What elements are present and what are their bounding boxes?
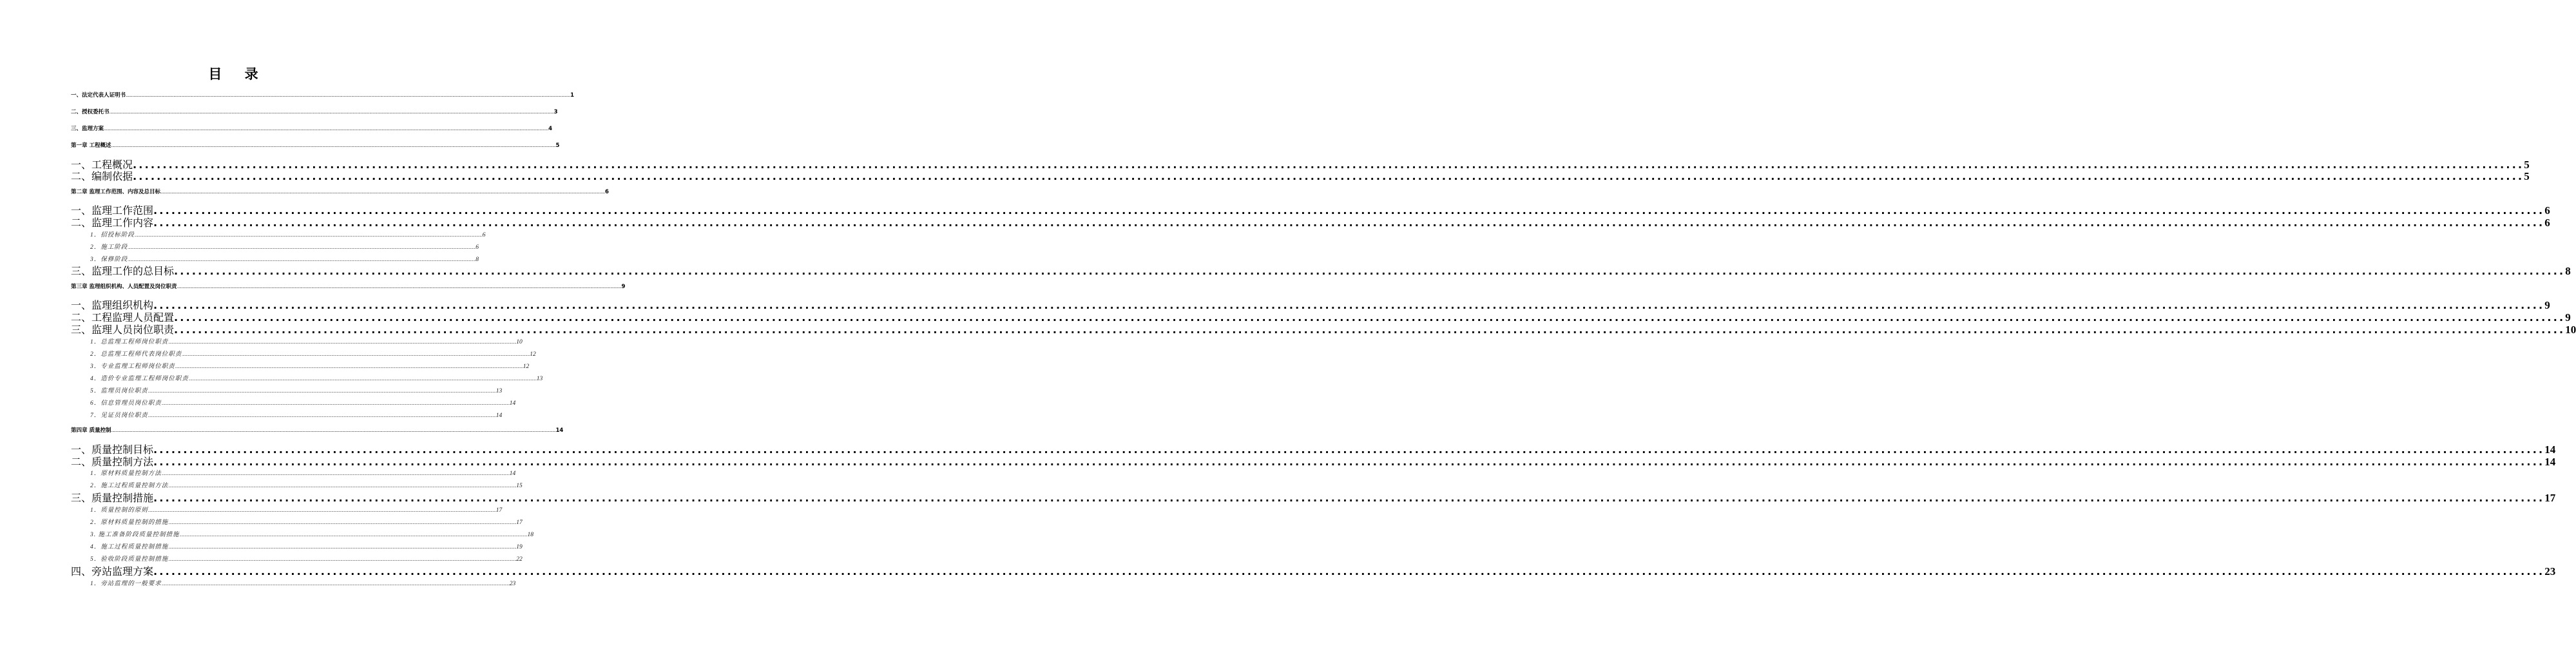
toc-entry-page: 9 (621, 284, 626, 290)
toc-entry-page: 18 (527, 532, 534, 538)
toc-entry-page: 9 (2544, 299, 2550, 311)
dot-leader: ................................................................................................................................................................................................................................................................................................................................................................................................................ (168, 483, 517, 489)
toc-entry-label: 1．旁站监理的一般要求 (90, 581, 162, 587)
toc-entry-page: 15 (516, 483, 523, 489)
dot-leader: ................................................................................................................................................................................................................................................................................................................................................................................................................ (148, 413, 496, 418)
dot-leader: ................................................................................................................................................................................................................................................................................................................................................................................................................ (168, 557, 517, 562)
toc-entry-page: 5 (555, 142, 560, 149)
toc-entry-label: 一、监理工作范围 (71, 204, 154, 217)
dot-leader: ................................................................................................................................................................................................................................................................................................................................................................................................................ (153, 492, 2545, 504)
toc-entry-label: 第三章 监理组织机构、人员配置及岗位职责 (71, 284, 177, 290)
toc-entry-sub[interactable] (90, 398, 516, 407)
toc-entry-page: 4 (548, 126, 552, 132)
dot-leader: ................................................................................................................................................................................................................................................................................................................................................................................................................ (109, 110, 554, 115)
dot-leader: ................................................................................................................................................................................................................................................................................................................................................................................................................ (134, 233, 483, 238)
toc-entry-label: 四、旁站监理方案 (71, 565, 154, 578)
toc-entry-page: 23 (2544, 565, 2556, 578)
toc-entry-ch[interactable] (71, 188, 609, 197)
toc-entry-label: 一、工程概况 (71, 159, 133, 171)
toc-entry-big[interactable] (71, 322, 2576, 336)
toc-entry-big[interactable] (71, 168, 2530, 182)
toc-entry-page: 5 (2524, 159, 2530, 171)
toc-entry-label: 三、监理人员岗位职责 (71, 324, 175, 336)
toc-entry-label: 7．见证员岗位职责 (90, 412, 148, 419)
dot-leader: ................................................................................................................................................................................................................................................................................................................................................................................................................ (182, 352, 530, 357)
toc-entry-page: 8 (476, 257, 479, 263)
toc-entry-page: 14 (555, 427, 564, 434)
toc-entry-label: 一、质量控制目标 (71, 443, 154, 456)
toc-entry-page: 17 (2544, 492, 2556, 504)
dot-leader: ................................................................................................................................................................................................................................................................................................................................................................................................................ (133, 170, 2524, 182)
toc-title: 目 录 (208, 66, 267, 82)
toc-entry-label: 4．施工过程质量控制措施 (90, 544, 169, 550)
toc-entry-sub[interactable] (90, 541, 523, 550)
toc-entry-label: 5．监理员岗位职责 (90, 388, 148, 394)
toc-entry-page: 6 (482, 232, 486, 238)
toc-entry-big[interactable] (71, 263, 2571, 277)
toc-entry-label: 二、授权委托书 (71, 109, 110, 115)
toc-entry-label: 第二章 监理工作范围、内容及总目标 (71, 189, 160, 195)
toc-entry-page: 23 (509, 581, 516, 587)
toc-entry-page: 14 (509, 471, 516, 477)
toc-entry-sub[interactable] (90, 385, 503, 394)
toc-entry-page: 17 (495, 507, 503, 514)
toc-entry-page: 6 (476, 244, 479, 251)
toc-entry-label: 一、监理组织机构 (71, 299, 154, 311)
dot-leader: ................................................................................................................................................................................................................................................................................................................................................................................................................ (175, 364, 523, 369)
toc-entry-label: 二、监理工作内容 (71, 217, 154, 229)
dot-leader: ................................................................................................................................................................................................................................................................................................................................................................................................................ (111, 143, 556, 148)
toc-entry-page: 10 (2565, 324, 2576, 336)
toc-entry-page: 12 (530, 351, 536, 358)
toc-entry-top[interactable] (71, 91, 574, 100)
toc-entry-sub[interactable] (90, 554, 523, 563)
toc-entry-page: 6 (2544, 204, 2550, 217)
toc-entry-page: 13 (495, 388, 503, 394)
toc-entry-page: 6 (2544, 217, 2550, 229)
toc-entry-label: 4．造价专业监理工程师岗位职责 (90, 376, 189, 382)
toc-entry-sub[interactable] (90, 254, 479, 263)
toc-entry-label: 5．验收阶段质量控制措施 (90, 556, 169, 563)
dot-leader: ................................................................................................................................................................................................................................................................................................................................................................................................................ (126, 93, 571, 98)
toc-entry-label: 一、法定代表人证明书 (71, 92, 126, 99)
toc-entry-label: 3．专业监理工程师岗位职责 (90, 364, 175, 370)
toc-entry-page: 14 (509, 400, 516, 407)
toc-entry-page: 22 (516, 556, 523, 563)
toc-entry-page: 13 (536, 376, 543, 382)
dot-leader: ................................................................................................................................................................................................................................................................................................................................................................................................................ (177, 284, 622, 289)
dot-leader: ................................................................................................................................................................................................................................................................................................................................................................................................................ (128, 257, 476, 262)
dot-leader: ................................................................................................................................................................................................................................................................................................................................................................................................................ (179, 532, 528, 538)
dot-leader: ................................................................................................................................................................................................................................................................................................................................................................................................................ (161, 581, 510, 587)
toc-entry-sub[interactable] (90, 480, 523, 489)
toc-entry-sub[interactable] (90, 361, 530, 370)
toc-entry-label: 2．施工阶段 (90, 244, 128, 251)
toc-entry-page: 14 (2544, 443, 2556, 456)
dot-leader: ................................................................................................................................................................................................................................................................................................................................................................................................................ (174, 265, 2566, 277)
toc-entry-label: 1．招投标阶段 (90, 232, 135, 238)
toc-entry-page: 10 (516, 339, 523, 345)
dot-leader: ................................................................................................................................................................................................................................................................................................................................................................................................................ (153, 204, 2545, 217)
dot-leader: ................................................................................................................................................................................................................................................................................................................................................................................................................ (160, 189, 606, 195)
dot-leader: ................................................................................................................................................................................................................................................................................................................................................................................................................ (133, 159, 2524, 171)
toc-entry-sub[interactable] (90, 517, 523, 526)
toc-entry-sub[interactable] (90, 336, 523, 345)
dot-leader: ................................................................................................................................................................................................................................................................................................................................................................................................................ (111, 428, 556, 433)
toc-entry-label: 2．原材料质量控制的措施 (90, 519, 169, 526)
dot-leader: ................................................................................................................................................................................................................................................................................................................................................................................................................ (161, 401, 510, 406)
toc-entry-label: 1．总监理工程师岗位职责 (90, 339, 169, 345)
toc-entry-sub[interactable] (90, 578, 516, 587)
toc-entry-label: 1．原材料质量控制方法 (90, 471, 162, 477)
toc-entry-ch[interactable] (71, 282, 626, 291)
toc-entry-sub[interactable] (90, 242, 479, 251)
toc-entry-big[interactable] (71, 490, 2556, 504)
toc-entry-big[interactable] (71, 215, 2550, 229)
toc-entry-label: 二、工程监理人员配置 (71, 311, 175, 324)
dot-leader: ................................................................................................................................................................................................................................................................................................................................................................................................................ (104, 126, 549, 131)
dot-leader: ................................................................................................................................................................................................................................................................................................................................................................................................................ (148, 508, 496, 513)
toc-entry-page: 1 (570, 92, 574, 99)
toc-entry-big[interactable] (71, 454, 2556, 468)
dot-leader: ................................................................................................................................................................................................................................................................................................................................................................................................................ (168, 520, 517, 525)
dot-leader: ................................................................................................................................................................................................................................................................................................................................................................................................................ (174, 324, 2566, 336)
toc-entry-page: 8 (2565, 265, 2571, 277)
toc-entry-label: 二、质量控制方法 (71, 456, 154, 468)
toc-entry-ch[interactable] (71, 141, 560, 150)
toc-entry-label: 3. 施工准备阶段质量控制措施 (90, 532, 180, 538)
toc-entry-page: 14 (2544, 456, 2556, 468)
toc-entry-sub[interactable] (90, 373, 543, 382)
dot-leader: ................................................................................................................................................................................................................................................................................................................................................................................................................ (188, 376, 537, 382)
dot-leader: ................................................................................................................................................................................................................................................................................................................................................................................................................ (168, 545, 517, 550)
toc-entry-page: 9 (2565, 311, 2571, 324)
toc-entry-page: 14 (495, 412, 503, 419)
toc-entry-sub[interactable] (90, 529, 534, 538)
toc-entry-sub[interactable] (90, 468, 516, 477)
dot-leader: ................................................................................................................................................................................................................................................................................................................................................................................................................ (168, 340, 517, 345)
dot-leader: ................................................................................................................................................................................................................................................................................................................................................................................................................ (161, 471, 510, 476)
toc-entry-page: 6 (605, 189, 609, 195)
toc-entry-sub[interactable] (90, 410, 503, 419)
dot-leader: ................................................................................................................................................................................................................................................................................................................................................................................................................ (153, 217, 2545, 229)
toc-entry-label: 2．施工过程质量控制方法 (90, 483, 169, 489)
toc-entry-sub[interactable] (90, 349, 536, 358)
toc-entry-page: 3 (553, 109, 558, 115)
toc-entry-label: 三、监理方案 (71, 126, 104, 132)
toc-entry-page: 5 (2524, 170, 2530, 182)
toc-entry-sub[interactable] (90, 229, 486, 238)
toc-entry-big[interactable] (71, 563, 2556, 578)
toc-entry-sub[interactable] (90, 505, 503, 514)
dot-leader: ................................................................................................................................................................................................................................................................................................................................................................................................................ (128, 245, 476, 250)
dot-leader: ................................................................................................................................................................................................................................................................................................................................................................................................................ (148, 389, 496, 394)
toc-entry-ch[interactable] (71, 426, 564, 435)
toc-entry-label: 6．信息管理员岗位职责 (90, 400, 162, 407)
dot-leader: ................................................................................................................................................................................................................................................................................................................................................................................................................ (153, 565, 2545, 578)
toc-entry-label: 1．质量控制的原则 (90, 507, 148, 514)
toc-entry-label: 第一章 工程概述 (71, 142, 111, 149)
toc-entry-top[interactable] (71, 124, 552, 133)
dot-leader: ................................................................................................................................................................................................................................................................................................................................................................................................................ (174, 311, 2566, 324)
dot-leader: ................................................................................................................................................................................................................................................................................................................................................................................................................ (153, 443, 2545, 456)
toc-entry-label: 三、质量控制措施 (71, 492, 154, 504)
dot-leader: ................................................................................................................................................................................................................................................................................................................................................................................................................ (153, 456, 2545, 468)
toc-entry-page: 19 (516, 544, 523, 550)
toc-entry-page: 17 (516, 519, 523, 526)
toc-entry-label: 第四章 质量控制 (71, 427, 111, 434)
toc-entry-page: 12 (523, 364, 530, 370)
toc-entry-label: 二、编制依据 (71, 170, 133, 182)
toc-entry-top[interactable] (71, 108, 558, 117)
toc-entry-label: 3．保修阶段 (90, 257, 128, 263)
dot-leader: ................................................................................................................................................................................................................................................................................................................................................................................................................ (153, 299, 2545, 311)
toc-entry-label: 2．总监理工程师代表岗位职责 (90, 351, 182, 358)
toc-entry-label: 三、监理工作的总目标 (71, 265, 175, 277)
